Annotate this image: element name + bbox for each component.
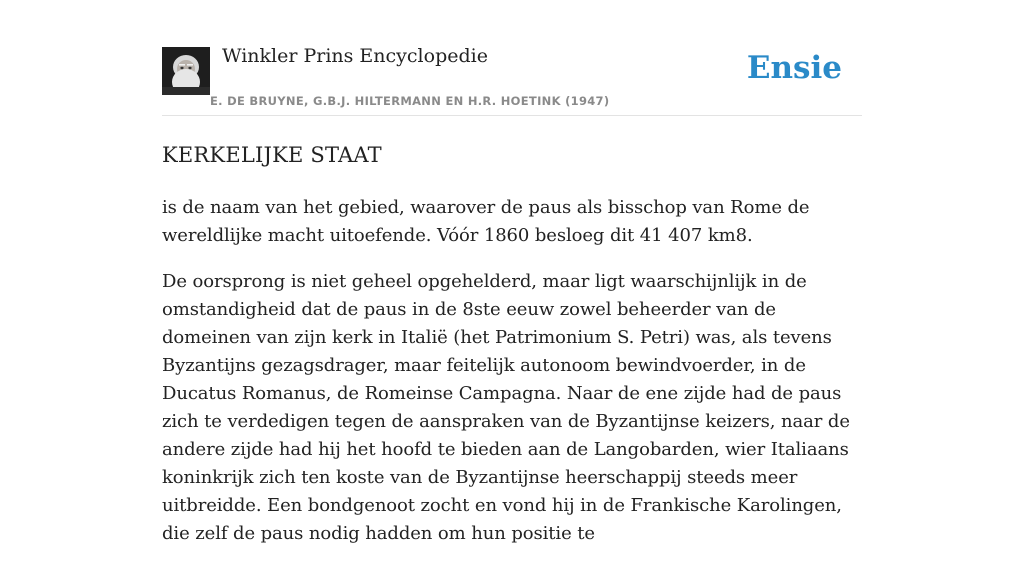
- article: [162, 140, 862, 566]
- source-title[interactable]: Winkler Prins Encyclopedie: [222, 45, 488, 67]
- article-paragraph: De oorsprong is niet geheel opgehelderd, maar ligt waarschijnlijk in de omstandigheid dat de paus in de 8ste eeuw zowel beheerder van de domeinen van zijn kerk in Italië (het Patrimonium S. Petri) was, als tevens Byzantijns gezagsdrager, maar feitelijk autonoom bewindvoerder, in de Ducatus Romanus, de Romeinse Campagna. Naar de ene zijde had de paus zich te verdedigen tegen de aanspraken van de Byzantijnse keizers, naar de andere zijde had hij het hoofd te bieden aan de Langobarden, wier Italiaans koninkrijk zich ten koste van de Byzantijnse heerschappij steeds meer uitbreidde. Een bondgenoot zocht en vond hij in de Frankische Karolingen, die zelf de paus nodig hadden om hun positie te: [162, 271, 850, 544]
- author-portrait-icon: [162, 47, 210, 95]
- article-paragraph: is de naam van het gebied, waarover de paus als bisschop van Rome de wereldlijke macht uitoefende. Vóór 1860 besloeg dit 41 407 km8.: [162, 197, 810, 246]
- source-header: [162, 0, 862, 116]
- source-authors: E. DE BRUYNE, G.B.J. HILTERMANN EN H.R. HOETINK (1947): [210, 94, 610, 108]
- brand-logo[interactable]: Ensie: [746, 50, 842, 86]
- author-avatar[interactable]: [162, 47, 210, 95]
- article-title: KERKELIJKE STAAT: [162, 143, 382, 167]
